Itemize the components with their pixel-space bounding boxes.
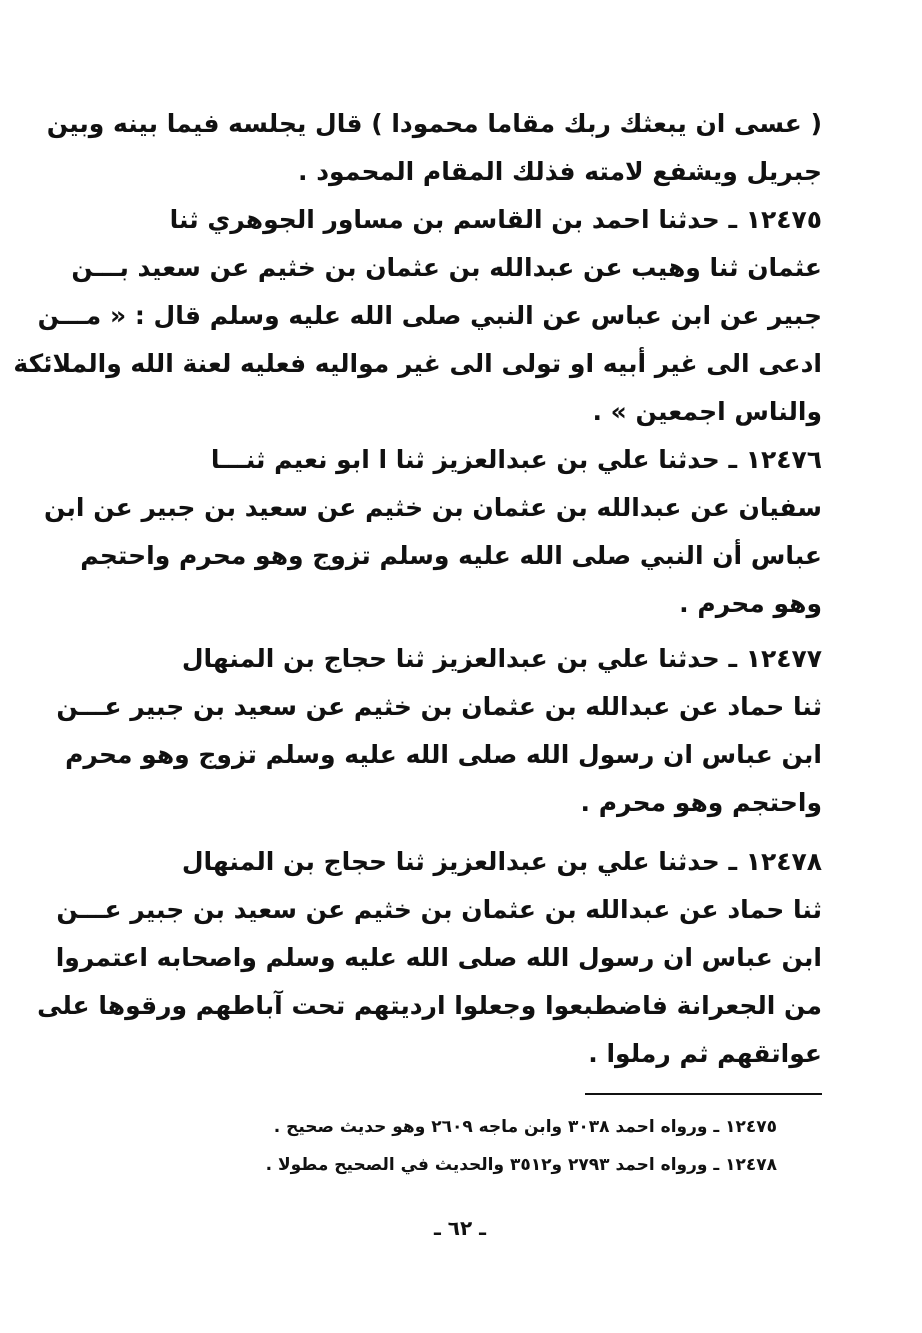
text-line: ١٢٤٧٥ ـ حدثنا احمد بن القاسم بن مساور الجوهري ثنا bbox=[169, 205, 822, 234]
text-line: وهو محرم . bbox=[679, 589, 822, 618]
text-line: ١٢٤٧٦ ـ حدثنا علي بن عبدالعزيز ثنا ا ابو نعيم ثنـــا bbox=[210, 445, 822, 474]
text-line: ابن عباس ان رسول الله صلى الله عليه وسلم تزوج وهو محرم bbox=[65, 740, 822, 769]
text-line: ادعى الى غير أبيه او تولى الى غير مواليه فعليه لعنة الله والملائكة bbox=[13, 349, 822, 378]
text-line: واحتجم وهو محرم . bbox=[580, 788, 822, 817]
text-line: ١٢٤٧٧ ـ حدثنا علي بن عبدالعزيز ثنا حجاج بن المنهال bbox=[181, 644, 822, 673]
page-number: ـ ٦٢ ـ bbox=[433, 1216, 487, 1240]
intro-paragraph bbox=[46, 100, 822, 196]
footnote: ١٢٤٧٥ ـ ورواه احمد ٣٠٣٨ وابن ماجه ٢٦٠٩ وهو حديث صحيح . bbox=[273, 1117, 777, 1137]
text-line: سفيان عن عبدالله بن عثمان بن خثيم عن سعيد بن جبير عن ابن bbox=[44, 493, 822, 522]
footnotes bbox=[122, 1108, 777, 1184]
text-line: ثنا حماد عن عبدالله بن عثمان بن خثيم عن سعيد بن جبير عـــن bbox=[56, 895, 822, 924]
text-line: جبير عن ابن عباس عن النبي صلى الله عليه وسلم قال : « مـــن bbox=[37, 301, 822, 330]
text-line: ١٢٤٧٨ ـ حدثنا علي بن عبدالعزيز ثنا حجاج بن المنهال bbox=[181, 847, 822, 876]
hadith-12475 bbox=[13, 196, 822, 436]
text-line: ابن عباس ان رسول الله صلى الله عليه وسلم واصحابه اعتمروا bbox=[55, 943, 822, 972]
hadith-12477 bbox=[56, 635, 822, 827]
text-line: عباس أن النبي صلى الله عليه وسلم تزوج وهو محرم واحتجم bbox=[80, 541, 822, 570]
footnote-divider bbox=[585, 1093, 822, 1095]
text-line: عواتقهم ثم رملوا . bbox=[588, 1039, 822, 1068]
text-line: ثنا حماد عن عبدالله بن عثمان بن خثيم عن سعيد بن جبير عـــن bbox=[56, 692, 822, 721]
hadith-12478 bbox=[37, 838, 822, 1078]
text-line: عثمان ثنا وهيب عن عبدالله بن عثمان بن خثيم عن سعيد بـــن bbox=[71, 253, 822, 282]
hadith-12476 bbox=[44, 436, 822, 628]
text-line: والناس اجمعين » . bbox=[592, 397, 822, 426]
text-line: جبريل ويشفع لامته فذلك المقام المحمود . bbox=[298, 157, 822, 186]
text-line: من الجعرانة فاضطبعوا وجعلوا ارديتهم تحت آباطهم ورقوها على bbox=[37, 991, 822, 1020]
footnote: ١٢٤٧٨ ـ ورواه احمد ٢٧٩٣ و٣٥١٢ والحديث في الصحيح مطولا . bbox=[265, 1155, 777, 1175]
text-line: ( عسى ان يبعثك ربك مقاما محمودا ) قال يجلسه فيما بينه وبين bbox=[46, 109, 822, 138]
